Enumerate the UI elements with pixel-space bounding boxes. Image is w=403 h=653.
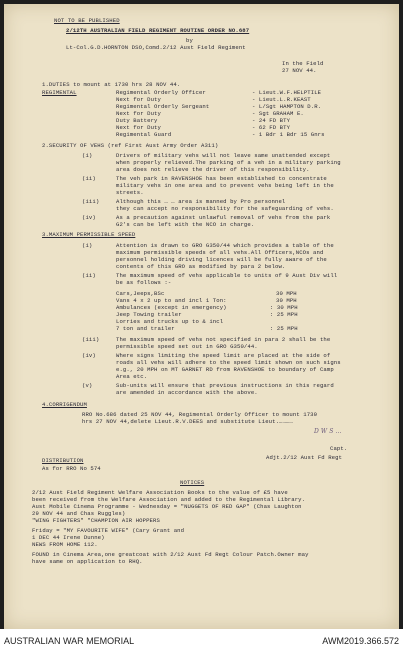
speed-vehicle: Ambulances (except in emergency) <box>116 304 227 311</box>
notice-line: 2/12 Aust Field Regiment Welfare Association Books to the value of £5 have <box>32 489 288 496</box>
paragraph-line: personnel holding driving licences will be fully aware of the <box>116 256 327 263</box>
paragraph-line: they can accept no responsibility for the safeguarding of vehs. <box>116 205 334 212</box>
security-heading: 2.SECURITY OF VEHS (ref First Aust Army Order A311) <box>42 142 219 149</box>
distribution-heading: DISTRIBUTION <box>42 457 84 464</box>
duty-name: - 1 Bdr 1 Bdr 15 Gnrs <box>252 131 325 138</box>
paragraph-line: hrs 27 NOV 44,delete Lieut.R.V.DEES and substitute Lieut.………… <box>82 418 293 425</box>
item-number: (iii) <box>82 198 100 205</box>
classification: NOT TO BE PUBLISHED <box>54 17 120 24</box>
speed-heading: 3.MAXIMUM PERMISSIBLE SPEED <box>42 231 136 238</box>
item-number: (ii) <box>82 175 96 182</box>
speed-limit: 30 MPH <box>276 297 297 304</box>
paragraph-line: As a precaution against unlawful removal of vehs from the park <box>116 214 331 221</box>
paragraph-line: The maximum speed of vehs applicable to units of 9 Aust Div will <box>116 272 338 279</box>
notice-line: NEWS FROM HOME 112. <box>32 541 98 548</box>
duties-heading: 1.DUTIES to mount at 1730 hrs 28 NOV 44. <box>42 81 181 88</box>
duty-name: - 62 FD BTY <box>252 124 291 131</box>
item-number: (v) <box>82 382 93 389</box>
duty-role: Next for Duty <box>116 124 161 131</box>
paragraph-line: Where signs limiting the speed limit are placed at the side of <box>116 352 331 359</box>
notice-line: Friday = "MY FAVOURITE WIFE" (Cary Grant and <box>32 527 185 534</box>
duty-name: - L/Sgt HAMPTON D.R. <box>252 103 322 110</box>
speed-limit: : 25 MPH <box>270 311 298 318</box>
paragraph-line: Attention is drawn to GRO G350/44 which provides a table of the <box>116 242 334 249</box>
archive-name: AUSTRALIAN WAR MEMORIAL <box>4 636 135 646</box>
duty-name: - Sgt GRAHAM E. <box>252 110 304 117</box>
paragraph-line: streets. <box>116 189 144 196</box>
item-number: (iv) <box>82 352 96 359</box>
paragraph-line: The veh park in RAVENSHOE has been established to concentrate <box>116 175 327 182</box>
speed-vehicle: Vans 4 x 2 up to and incl 1 Ton: <box>116 297 227 304</box>
paragraph-line: maximum permissible speeds of all vehs.All Officers,NCOs and <box>116 249 324 256</box>
speed-vehicle: Jeep Towing trailer <box>116 311 182 318</box>
speed-limit: 30 MPH <box>276 290 297 297</box>
paragraph-line: Although this … … area is manned by Pro personnel <box>116 198 286 205</box>
signature-rank: Capt. <box>330 445 348 452</box>
paragraph-line: Drivers of military vehs will not leave same unattended except <box>116 152 331 159</box>
paragraph-line: contents of this GRO as modified by para 2 below. <box>116 263 286 270</box>
paragraph-line: are amended in accordance with the above. <box>116 389 258 396</box>
duty-role: Next for Duty <box>116 110 161 117</box>
duty-role: Next for Duty <box>116 96 161 103</box>
archive-footer <box>0 629 403 653</box>
archive-reference: AWM2019.366.572 <box>322 636 399 646</box>
date-line: 27 NOV 44. <box>282 67 317 74</box>
speed-vehicle: 7 ton and trailer <box>116 325 175 332</box>
duty-name: - Lieut.W.F.HELPTILE <box>252 89 322 96</box>
item-number: (iii) <box>82 336 100 343</box>
duty-role: Regimental Orderly Officer <box>116 89 206 96</box>
item-number: (iv) <box>82 214 96 221</box>
handwritten-signature: D W S … <box>314 428 342 435</box>
corrigendum-heading: 4.CORRIGENDUM <box>42 401 87 408</box>
duty-role: Duty Battery <box>116 117 158 124</box>
paragraph-line: be as follows :- <box>116 279 172 286</box>
duty-name: - Lieut.L.R.KEAST <box>252 96 311 103</box>
paragraph-line: The maximum speed of vehs not specified in para 2 shall be the <box>116 336 331 343</box>
speed-limit: : 30 MPH <box>270 304 298 311</box>
signature-appointment: Adjt.2/12 Aust Fd Regt <box>266 454 343 461</box>
notice-line: "WING FIGHTERS" "CHAMPION AIR HOPPERS <box>32 517 160 524</box>
author-line: Lt-Col.G.D.HORNTON DSO,Comd.2/12 Aust Field Regiment <box>66 44 246 51</box>
speed-limit: : 25 MPH <box>270 325 298 332</box>
notice-line: Aust Mobile Cinema Programme - Wednesday = "NUGGETS OF RED GAP" (Chas Laughton <box>32 503 302 510</box>
paragraph-line: area does not relieve the driver of this responsibility. <box>116 166 310 173</box>
paragraph-line: permissible speed set out in GRO G350/44. <box>116 343 258 350</box>
item-number: (i) <box>82 242 93 249</box>
paragraph-line: Area etc. <box>116 373 148 380</box>
paragraph-line: RRO No.686 dated 25 NOV 44, Regimental Orderly Officer to mount 1730 <box>82 411 318 418</box>
notice-line: 1 DEC 44 Irene Dunne) <box>32 534 105 541</box>
paragraph-line: e.g., 20 MPH on MT GARNET RD from RAVENSHOE to boundary of Camp <box>116 366 334 373</box>
notice-line: FOUND in Cinema Area,one greatcoat with 2/12 Aust Fd Regt Colour Patch.Owner may <box>32 551 309 558</box>
place-line: In the Field <box>282 60 324 67</box>
notice-line: 29 NOV 44 and Chas Ruggles) <box>32 510 126 517</box>
paragraph-line: roads all vehs will adhere to the speed limit shown on such signs <box>116 359 341 366</box>
item-number: (i) <box>82 152 93 159</box>
document-page <box>4 4 399 629</box>
item-number: (ii) <box>82 272 96 279</box>
distribution-text: As for RRO No 574 <box>42 465 101 472</box>
notice-line: have same on application to RHQ. <box>32 558 143 565</box>
paragraph-line: when properly relieved.The parking of a veh in a military parking <box>116 159 341 166</box>
notice-line: been received from the Welfare Association and added to the Regimental Library. <box>32 496 306 503</box>
paragraph-line: Sub-units will ensure that previous instructions in this regard <box>116 382 334 389</box>
duty-role: Regimental Orderly Sergeant <box>116 103 210 110</box>
by-line: by <box>186 37 193 44</box>
duties-subheading: REGIMENTAL <box>42 89 77 96</box>
speed-vehicle: Cars,Jeeps,BSc <box>116 290 165 297</box>
paragraph-line: G2's can be left with the NCO in charge. <box>116 221 255 228</box>
notices-heading: NOTICES <box>180 479 205 486</box>
paragraph-line: military vehs in one area and to prevent vehs being left in the <box>116 182 334 189</box>
duty-name: - 24 FD BTY <box>252 117 291 124</box>
speed-vehicle: Lorries and trucks up to & incl <box>116 318 224 325</box>
order-title: 2/12TH AUSTRALIAN FIELD REGIMENT ROUTINE ORDER NO.687 <box>66 27 250 34</box>
duty-role: Regimental Guard <box>116 131 172 138</box>
